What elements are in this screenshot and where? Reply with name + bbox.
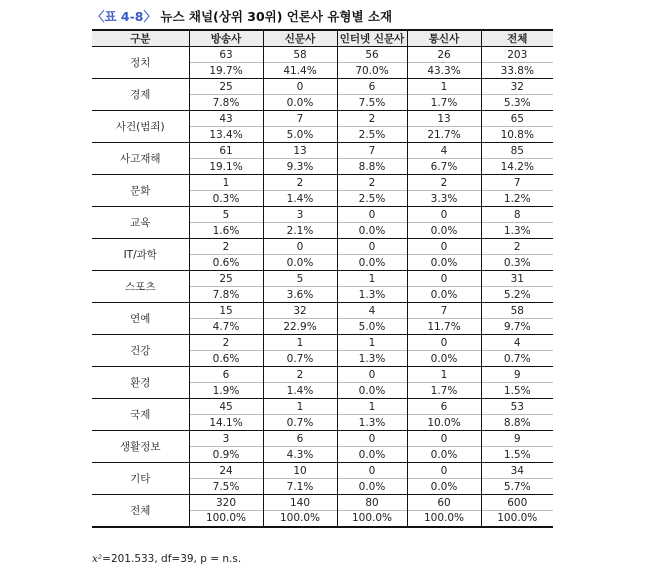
table-caption bbox=[92, 7, 392, 25]
count-cell: 9 bbox=[481, 367, 553, 383]
percent-cell: 100.0% bbox=[481, 511, 553, 527]
percent-cell: 9.3% bbox=[263, 159, 337, 175]
count-cell: 32 bbox=[481, 79, 553, 95]
header-news-agency: 통신사 bbox=[407, 30, 481, 47]
count-cell: 0 bbox=[407, 431, 481, 447]
count-cell: 1 bbox=[263, 399, 337, 415]
percent-cell: 100.0% bbox=[263, 511, 337, 527]
percent-cell: 0.0% bbox=[407, 255, 481, 271]
count-cell: 2 bbox=[189, 335, 263, 351]
percent-cell: 1.4% bbox=[263, 383, 337, 399]
percent-cell: 1.3% bbox=[337, 415, 407, 431]
count-cell: 2 bbox=[263, 175, 337, 191]
percent-cell: 70.0% bbox=[337, 63, 407, 79]
count-cell: 4 bbox=[407, 143, 481, 159]
percent-cell: 0.0% bbox=[337, 223, 407, 239]
table-number: 〈표 4-8〉 bbox=[92, 9, 157, 24]
percent-cell: 0.0% bbox=[337, 479, 407, 495]
table-row-count bbox=[92, 111, 553, 127]
percent-cell: 7.1% bbox=[263, 479, 337, 495]
row-category: 기타 bbox=[92, 463, 189, 495]
percent-cell: 2.5% bbox=[337, 127, 407, 143]
percent-cell: 10.0% bbox=[407, 415, 481, 431]
count-cell: 1 bbox=[189, 175, 263, 191]
percent-cell: 14.2% bbox=[481, 159, 553, 175]
table-row-count bbox=[92, 47, 553, 63]
count-cell: 4 bbox=[481, 335, 553, 351]
count-cell: 0 bbox=[337, 431, 407, 447]
percent-cell: 6.7% bbox=[407, 159, 481, 175]
count-cell: 65 bbox=[481, 111, 553, 127]
percent-cell: 14.1% bbox=[189, 415, 263, 431]
table-row-count bbox=[92, 431, 553, 447]
footnote-text: =201.533, df=39, p = n.s. bbox=[102, 553, 242, 565]
table-row-count bbox=[92, 495, 553, 511]
count-cell: 7 bbox=[407, 303, 481, 319]
header-internet-newspaper: 인터넷 신문사 bbox=[337, 30, 407, 47]
count-cell: 6 bbox=[263, 431, 337, 447]
percent-cell: 0.7% bbox=[263, 351, 337, 367]
percent-cell: 3.3% bbox=[407, 191, 481, 207]
table-body bbox=[92, 47, 553, 527]
count-cell: 56 bbox=[337, 47, 407, 63]
percent-cell: 7.8% bbox=[189, 287, 263, 303]
count-cell: 85 bbox=[481, 143, 553, 159]
percent-cell: 0.7% bbox=[263, 415, 337, 431]
count-cell: 15 bbox=[189, 303, 263, 319]
percent-cell: 0.0% bbox=[337, 447, 407, 463]
count-cell: 25 bbox=[189, 271, 263, 287]
percent-cell: 0.0% bbox=[407, 351, 481, 367]
percent-cell: 9.7% bbox=[481, 319, 553, 335]
percent-cell: 10.8% bbox=[481, 127, 553, 143]
count-cell: 6 bbox=[407, 399, 481, 415]
percent-cell: 5.0% bbox=[263, 127, 337, 143]
percent-cell: 0.0% bbox=[337, 383, 407, 399]
count-cell: 13 bbox=[407, 111, 481, 127]
percent-cell: 1.2% bbox=[481, 191, 553, 207]
percent-cell: 41.4% bbox=[263, 63, 337, 79]
table-row-count bbox=[92, 271, 553, 287]
percent-cell: 19.7% bbox=[189, 63, 263, 79]
count-cell: 6 bbox=[337, 79, 407, 95]
header-row bbox=[92, 30, 553, 47]
percent-cell: 5.3% bbox=[481, 95, 553, 111]
row-category: 정치 bbox=[92, 47, 189, 79]
row-category: 환경 bbox=[92, 367, 189, 399]
percent-cell: 5.2% bbox=[481, 287, 553, 303]
count-cell: 80 bbox=[337, 495, 407, 511]
percent-cell: 19.1% bbox=[189, 159, 263, 175]
header-total: 전체 bbox=[481, 30, 553, 47]
count-cell: 10 bbox=[263, 463, 337, 479]
row-category: 건강 bbox=[92, 335, 189, 367]
percent-cell: 7.5% bbox=[189, 479, 263, 495]
count-cell: 58 bbox=[263, 47, 337, 63]
table-row-count bbox=[92, 367, 553, 383]
percent-cell: 0.3% bbox=[189, 191, 263, 207]
percent-cell: 1.7% bbox=[407, 95, 481, 111]
percent-cell: 21.7% bbox=[407, 127, 481, 143]
count-cell: 140 bbox=[263, 495, 337, 511]
statistics-footnote bbox=[92, 553, 241, 565]
percent-cell: 1.9% bbox=[189, 383, 263, 399]
percent-cell: 1.5% bbox=[481, 447, 553, 463]
percent-cell: 0.0% bbox=[263, 255, 337, 271]
row-category: 사건(범죄) bbox=[92, 111, 189, 143]
percent-cell: 7.8% bbox=[189, 95, 263, 111]
count-cell: 2 bbox=[337, 175, 407, 191]
count-cell: 2 bbox=[189, 239, 263, 255]
count-cell: 26 bbox=[407, 47, 481, 63]
count-cell: 2 bbox=[481, 239, 553, 255]
count-cell: 3 bbox=[263, 207, 337, 223]
count-cell: 3 bbox=[189, 431, 263, 447]
percent-cell: 2.1% bbox=[263, 223, 337, 239]
row-category: 국제 bbox=[92, 399, 189, 431]
percent-cell: 43.3% bbox=[407, 63, 481, 79]
percent-cell: 0.0% bbox=[407, 287, 481, 303]
count-cell: 0 bbox=[263, 239, 337, 255]
count-cell: 1 bbox=[407, 367, 481, 383]
percent-cell: 1.4% bbox=[263, 191, 337, 207]
table-row-count bbox=[92, 79, 553, 95]
percent-cell: 0.0% bbox=[407, 479, 481, 495]
percent-cell: 1.6% bbox=[189, 223, 263, 239]
row-category: 사고재해 bbox=[92, 143, 189, 175]
percent-cell: 3.6% bbox=[263, 287, 337, 303]
count-cell: 24 bbox=[189, 463, 263, 479]
percent-cell: 2.5% bbox=[337, 191, 407, 207]
table-row-count bbox=[92, 399, 553, 415]
count-cell: 0 bbox=[407, 271, 481, 287]
count-cell: 7 bbox=[337, 143, 407, 159]
count-cell: 2 bbox=[263, 367, 337, 383]
chi-square-symbol: x² bbox=[92, 553, 103, 565]
header-broadcaster: 방송사 bbox=[189, 30, 263, 47]
table-title: 뉴스 채널(상위 30위) 언론사 유형별 소재 bbox=[160, 9, 393, 24]
header-category: 구분 bbox=[92, 30, 189, 47]
percent-cell: 100.0% bbox=[337, 511, 407, 527]
table-row-count bbox=[92, 463, 553, 479]
percent-cell: 4.3% bbox=[263, 447, 337, 463]
percent-cell: 5.7% bbox=[481, 479, 553, 495]
header-newspaper: 신문사 bbox=[263, 30, 337, 47]
count-cell: 1 bbox=[337, 399, 407, 415]
count-cell: 5 bbox=[263, 271, 337, 287]
count-cell: 0 bbox=[263, 79, 337, 95]
count-cell: 43 bbox=[189, 111, 263, 127]
count-cell: 34 bbox=[481, 463, 553, 479]
row-category: 문화 bbox=[92, 175, 189, 207]
count-cell: 45 bbox=[189, 399, 263, 415]
percent-cell: 7.5% bbox=[337, 95, 407, 111]
count-cell: 2 bbox=[407, 175, 481, 191]
count-cell: 7 bbox=[481, 175, 553, 191]
count-cell: 63 bbox=[189, 47, 263, 63]
count-cell: 9 bbox=[481, 431, 553, 447]
count-cell: 0 bbox=[337, 463, 407, 479]
table-row-count bbox=[92, 207, 553, 223]
count-cell: 0 bbox=[337, 367, 407, 383]
count-cell: 1 bbox=[407, 79, 481, 95]
count-cell: 32 bbox=[263, 303, 337, 319]
count-cell: 1 bbox=[263, 335, 337, 351]
count-cell: 1 bbox=[337, 271, 407, 287]
percent-cell: 0.3% bbox=[481, 255, 553, 271]
percent-cell: 0.0% bbox=[407, 447, 481, 463]
count-cell: 60 bbox=[407, 495, 481, 511]
percent-cell: 0.9% bbox=[189, 447, 263, 463]
count-cell: 7 bbox=[263, 111, 337, 127]
count-cell: 600 bbox=[481, 495, 553, 511]
percent-cell: 33.8% bbox=[481, 63, 553, 79]
count-cell: 58 bbox=[481, 303, 553, 319]
table-row-count bbox=[92, 175, 553, 191]
percent-cell: 13.4% bbox=[189, 127, 263, 143]
percent-cell: 8.8% bbox=[481, 415, 553, 431]
percent-cell: 1.5% bbox=[481, 383, 553, 399]
count-cell: 13 bbox=[263, 143, 337, 159]
percent-cell: 0.0% bbox=[263, 95, 337, 111]
count-cell: 31 bbox=[481, 271, 553, 287]
percent-cell: 22.9% bbox=[263, 319, 337, 335]
count-cell: 203 bbox=[481, 47, 553, 63]
table-row-count bbox=[92, 303, 553, 319]
percent-cell: 1.3% bbox=[481, 223, 553, 239]
percent-cell: 0.7% bbox=[481, 351, 553, 367]
percent-cell: 0.6% bbox=[189, 351, 263, 367]
table-row-count bbox=[92, 239, 553, 255]
count-cell: 0 bbox=[407, 463, 481, 479]
count-cell: 53 bbox=[481, 399, 553, 415]
percent-cell: 0.0% bbox=[407, 223, 481, 239]
count-cell: 320 bbox=[189, 495, 263, 511]
percent-cell: 1.7% bbox=[407, 383, 481, 399]
table-row-count bbox=[92, 335, 553, 351]
row-category: 경제 bbox=[92, 79, 189, 111]
row-category: 연예 bbox=[92, 303, 189, 335]
percent-cell: 100.0% bbox=[407, 511, 481, 527]
percent-cell: 4.7% bbox=[189, 319, 263, 335]
percent-cell: 1.3% bbox=[337, 287, 407, 303]
row-category: 교육 bbox=[92, 207, 189, 239]
count-cell: 0 bbox=[407, 239, 481, 255]
percent-cell: 0.6% bbox=[189, 255, 263, 271]
count-cell: 0 bbox=[407, 335, 481, 351]
count-cell: 1 bbox=[337, 335, 407, 351]
percent-cell: 8.8% bbox=[337, 159, 407, 175]
percent-cell: 0.0% bbox=[337, 255, 407, 271]
count-cell: 4 bbox=[337, 303, 407, 319]
count-cell: 6 bbox=[189, 367, 263, 383]
percent-cell: 1.3% bbox=[337, 351, 407, 367]
count-cell: 0 bbox=[407, 207, 481, 223]
count-cell: 8 bbox=[481, 207, 553, 223]
row-category: IT/과학 bbox=[92, 239, 189, 271]
percent-cell: 5.0% bbox=[337, 319, 407, 335]
count-cell: 0 bbox=[337, 239, 407, 255]
row-category: 스포츠 bbox=[92, 271, 189, 303]
row-category: 생활정보 bbox=[92, 431, 189, 463]
count-cell: 61 bbox=[189, 143, 263, 159]
percent-cell: 100.0% bbox=[189, 511, 263, 527]
row-category: 전체 bbox=[92, 495, 189, 527]
count-cell: 2 bbox=[337, 111, 407, 127]
data-table bbox=[92, 29, 553, 528]
table-row-count bbox=[92, 143, 553, 159]
count-cell: 25 bbox=[189, 79, 263, 95]
count-cell: 0 bbox=[337, 207, 407, 223]
count-cell: 5 bbox=[189, 207, 263, 223]
percent-cell: 11.7% bbox=[407, 319, 481, 335]
